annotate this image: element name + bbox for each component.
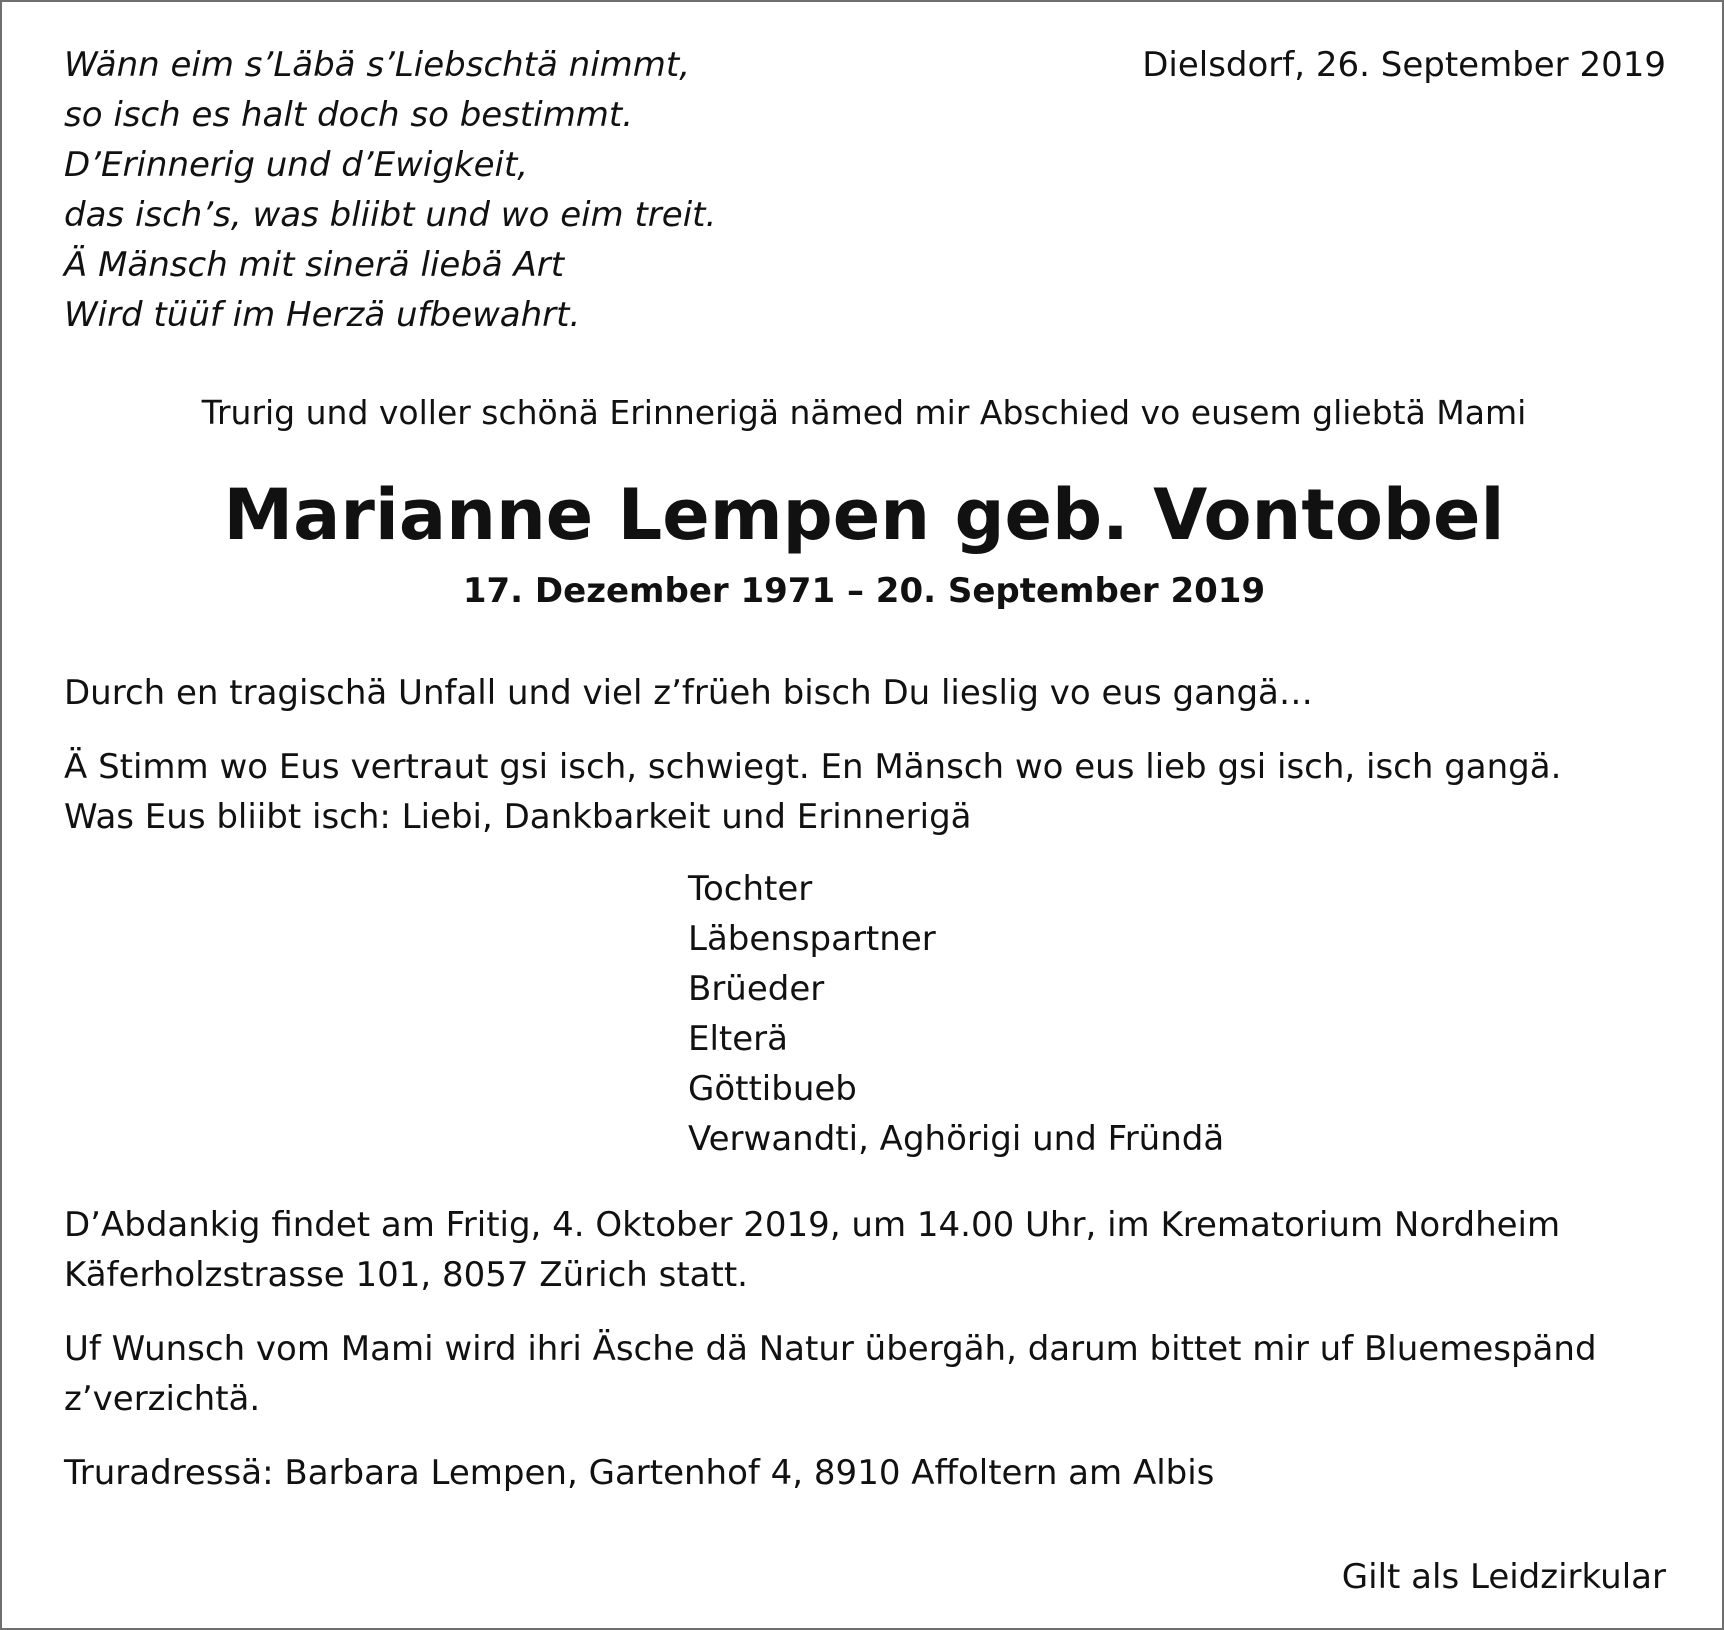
funeral-line: Käferholzstrasse 101, 8057 Zürich statt.: [64, 1255, 748, 1295]
poem-line: Wird tüüf im Herzä ufbewahrt.: [64, 295, 581, 335]
paragraph-line: Durch en tragischä Unfall und viel z’früeh bisch Du lieslig vo eus gangä…: [64, 673, 1313, 713]
life-dates: 17. Dezember 1971 – 20. September 2019: [462, 571, 1266, 611]
intro-line: Trurig und voller schönä Erinnerigä nämed mir Abschied vo eusem gliebtä Mami: [201, 393, 1527, 432]
paragraph-line: Ä Stimm wo Eus vertraut gsi isch, schwiegt. En Mänsch wo eus lieb gsi isch, isch gangä.: [64, 747, 1562, 787]
mourner-item: Göttibueb: [688, 1069, 857, 1109]
place-date: Dielsdorf, 26. September 2019: [1142, 45, 1666, 85]
poem-line: so isch es halt doch so bestimmt.: [64, 95, 634, 135]
mourner-item: Elterä: [688, 1019, 788, 1059]
address-line: Truradressä: Barbara Lempen, Gartenhof 4, 8910 Affoltern am Albis: [64, 1453, 1215, 1493]
mourners-list: [688, 864, 1224, 1164]
wish-line: Uf Wunsch vom Mami wird ihri Äsche dä Natur übergäh, darum bittet mir uf Bluemespänd: [64, 1329, 1597, 1369]
closing-note: Gilt als Leidzirkular: [1341, 1557, 1666, 1597]
mourner-item: Tochter: [688, 869, 813, 909]
mourner-item: Verwandti, Aghörigi und Fründä: [688, 1119, 1225, 1159]
funeral-info: [64, 1200, 1560, 1300]
paragraph-accident: [64, 668, 1313, 718]
poem: [64, 40, 716, 340]
paragraph-memory: [64, 742, 1561, 842]
funeral-line: D’Abdankig findet am Fritig, 4. Oktober 2019, um 14.00 Uhr, im Krematorium Nordheim: [64, 1205, 1561, 1245]
wish-line: z’verzichtä.: [64, 1379, 261, 1419]
wish-info: [64, 1324, 1597, 1424]
mourner-item: Läbenspartner: [688, 919, 936, 959]
mourner-item: Brüeder: [688, 969, 825, 1009]
poem-line: Wänn eim s’Läbä s’Liebschtä nimmt,: [64, 45, 691, 85]
paragraph-line: Was Eus bliibt isch: Liebi, Dankbarkeit und Erinnerigä: [64, 797, 972, 837]
poem-line: D’Erinnerig und d’Ewigkeit,: [64, 145, 529, 185]
poem-line: das isch’s, was bliibt und wo eim treit.: [64, 195, 717, 235]
deceased-name: Marianne Lempen geb. Vontobel: [223, 474, 1505, 556]
condolence-address: [64, 1448, 1214, 1498]
poem-line: Ä Mänsch mit sinerä liebä Art: [64, 245, 565, 285]
